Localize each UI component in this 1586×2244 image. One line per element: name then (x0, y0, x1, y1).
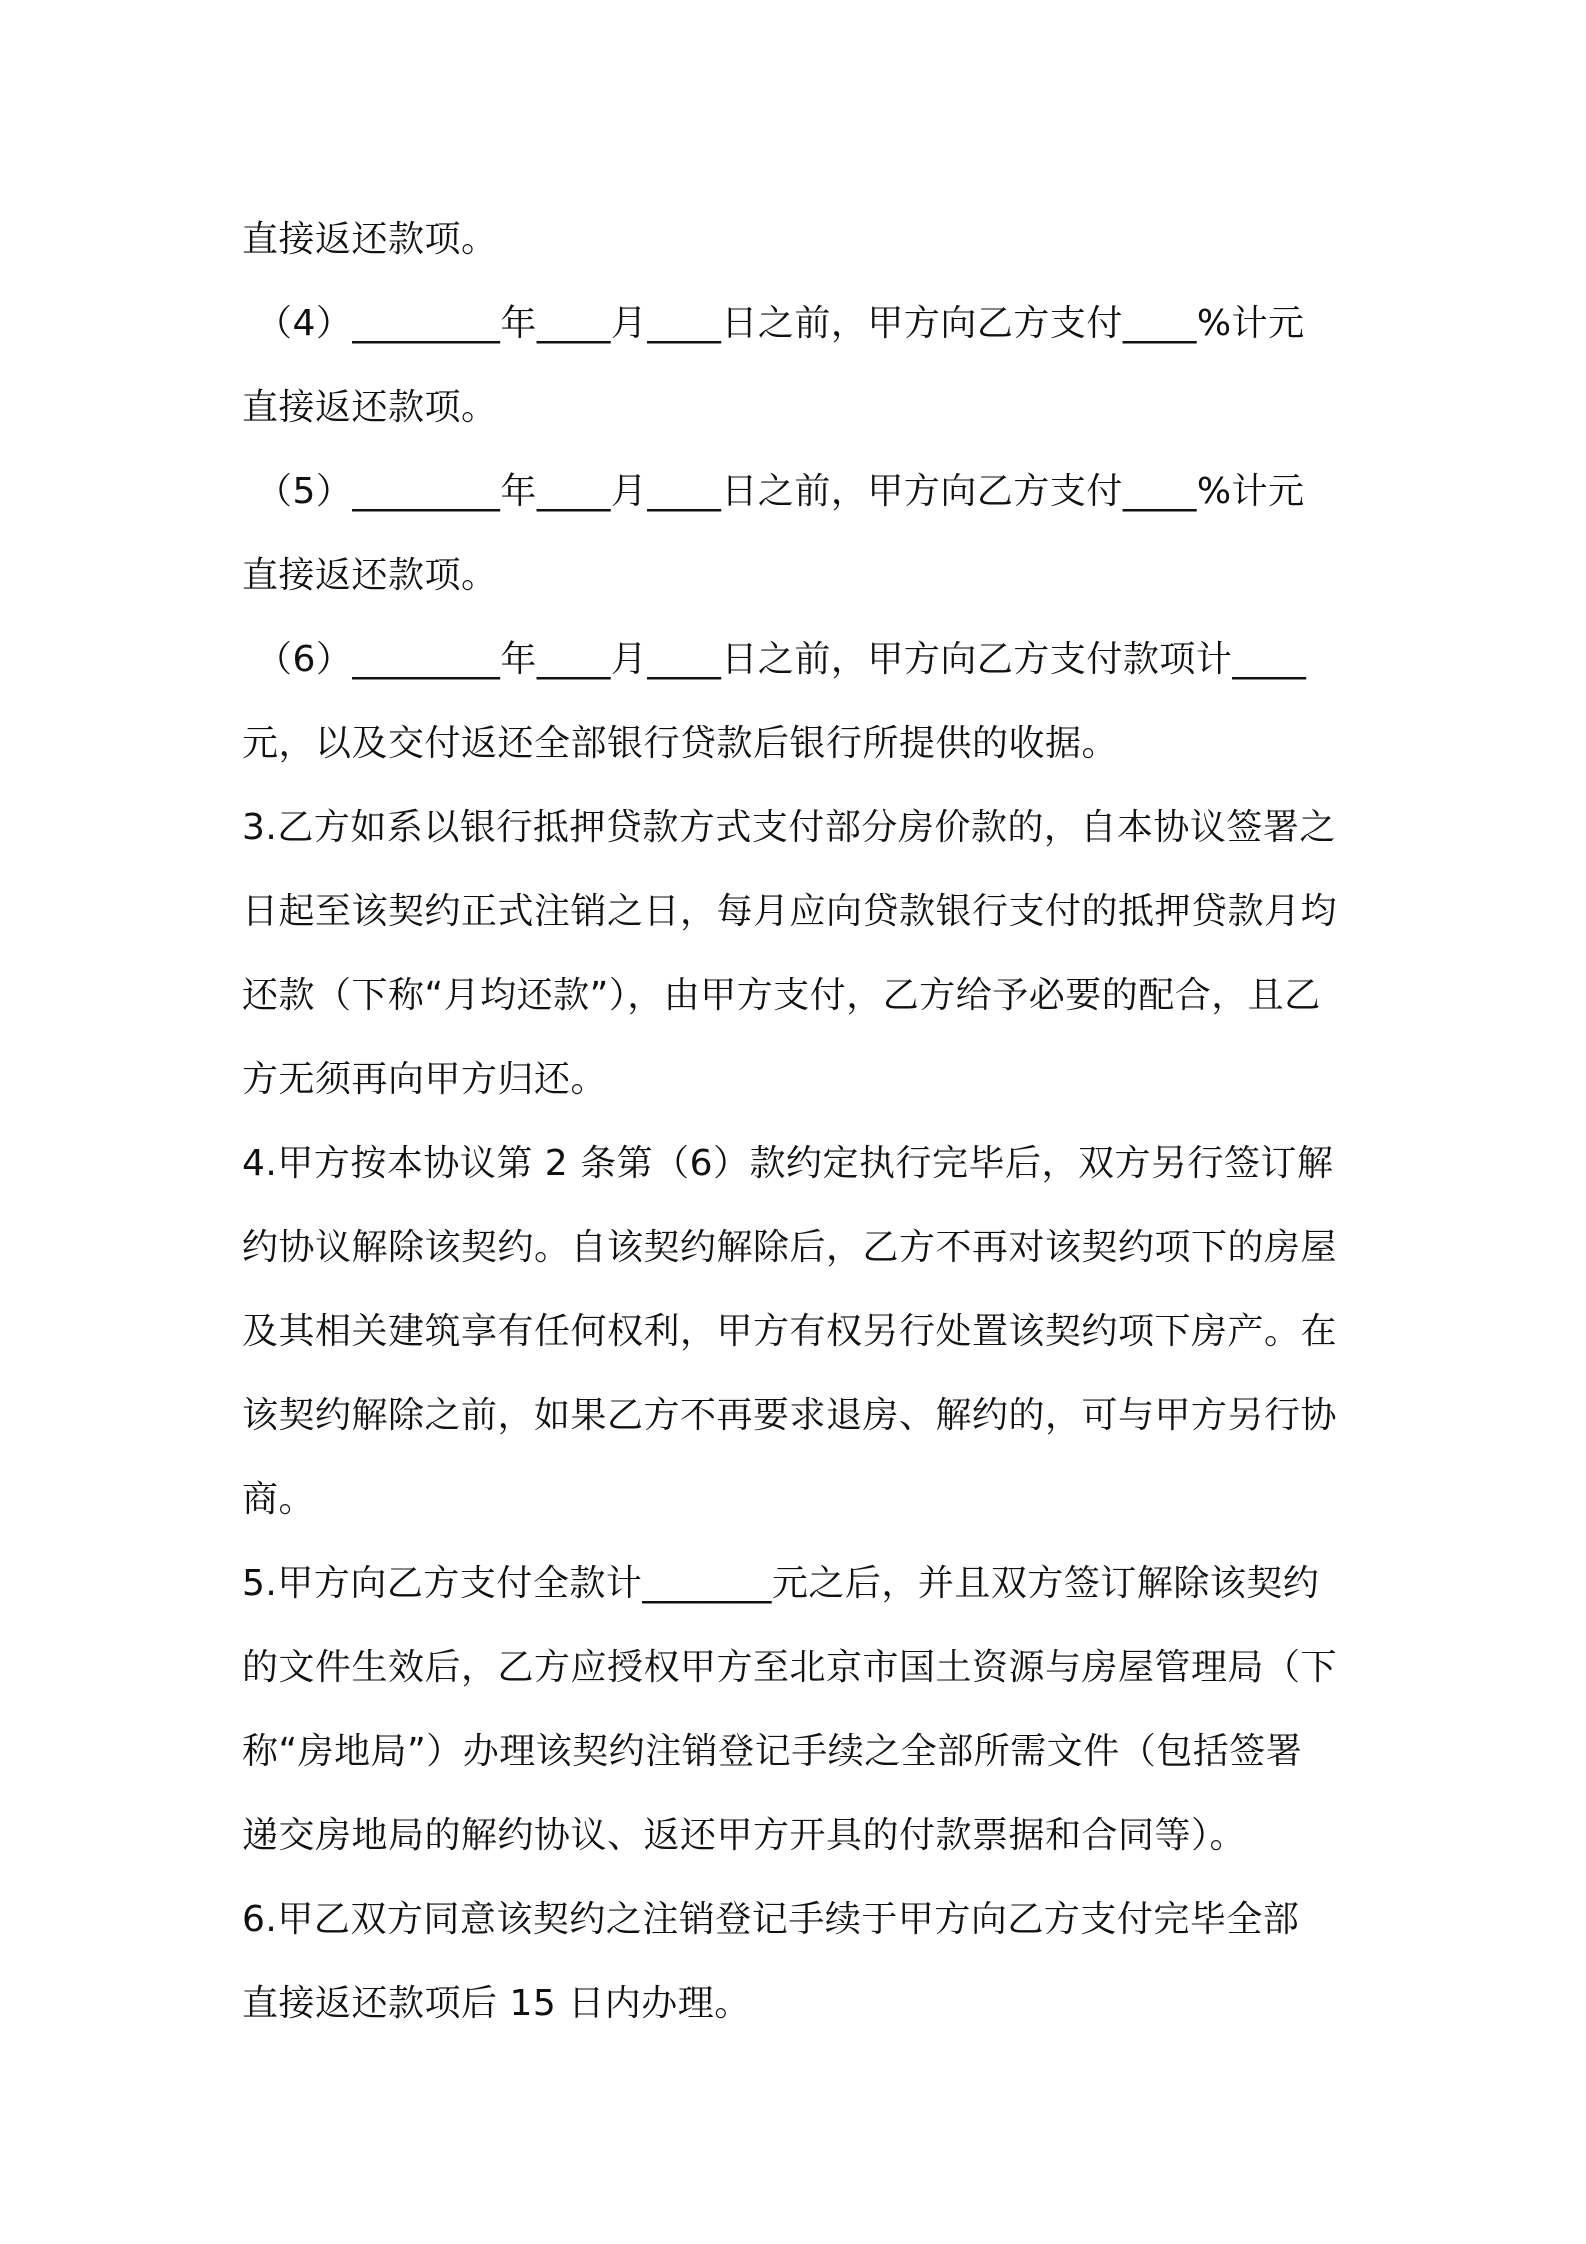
text-line: 4.甲方按本协议第 2 条第（6）款约定执行完毕后，双方另行签订解 (242, 1143, 1334, 1184)
text-line: 还款（下称“月均还款”），由甲方支付，乙方给予必要的配合，且乙 (242, 975, 1321, 1016)
text-line: 该契约解除之前，如果乙方不再要求退房、解约的，可与甲方另行协 (242, 1395, 1338, 1436)
text-line: 直接返还款项。 (242, 219, 498, 260)
text-line: 方无须再向甲方归还。 (242, 1059, 608, 1100)
text-line: 递交房地局的解约协议、返还甲方开具的付款票据和合同等）。 (242, 1815, 1247, 1856)
text-line: 元，以及交付返还全部银行贷款后银行所提供的收据。 (242, 723, 1119, 764)
text-line: 直接返还款项。 (242, 387, 498, 428)
text-line: 的文件生效后，乙方应授权甲方至北京市国土资源与房屋管理局（下 (242, 1647, 1338, 1688)
text-line: 5.甲方向乙方支付全款计_______元之后，并且双方签订解除该契约 (242, 1563, 1320, 1604)
text-line: 直接返还款项。 (242, 555, 498, 596)
document-body (242, 198, 1362, 2046)
text-line: 商。 (242, 1479, 316, 1520)
text-line: 称“房地局”）办理该契约注销登记手续之全部所需文件（包括签署 (242, 1731, 1303, 1772)
text-line: 约协议解除该契约。自该契约解除后，乙方不再对该契约项下的房屋 (242, 1227, 1338, 1268)
text-line: 日起至该契约正式注销之日，每月应向贷款银行支付的抵押贷款月均 (242, 891, 1338, 932)
text-line: （5）________年____月____日之前，甲方向乙方支付____%计元 (256, 471, 1305, 512)
text-line: 6.甲乙双方同意该契约之注销登记手续于甲方向乙方支付完毕全部 (242, 1899, 1300, 1940)
text-line: 3.乙方如系以银行抵押贷款方式支付部分房价款的，自本协议签署之 (242, 807, 1336, 848)
text-line: （4）________年____月____日之前，甲方向乙方支付____%计元 (256, 303, 1305, 344)
text-line: （6）________年____月____日之前，甲方向乙方支付款项计____ (256, 639, 1307, 680)
text-line: 及其相关建筑享有任何权利，甲方有权另行处置该契约项下房产。在 (242, 1311, 1338, 1352)
text-line: 直接返还款项后 15 日内办理。 (242, 1983, 751, 2024)
